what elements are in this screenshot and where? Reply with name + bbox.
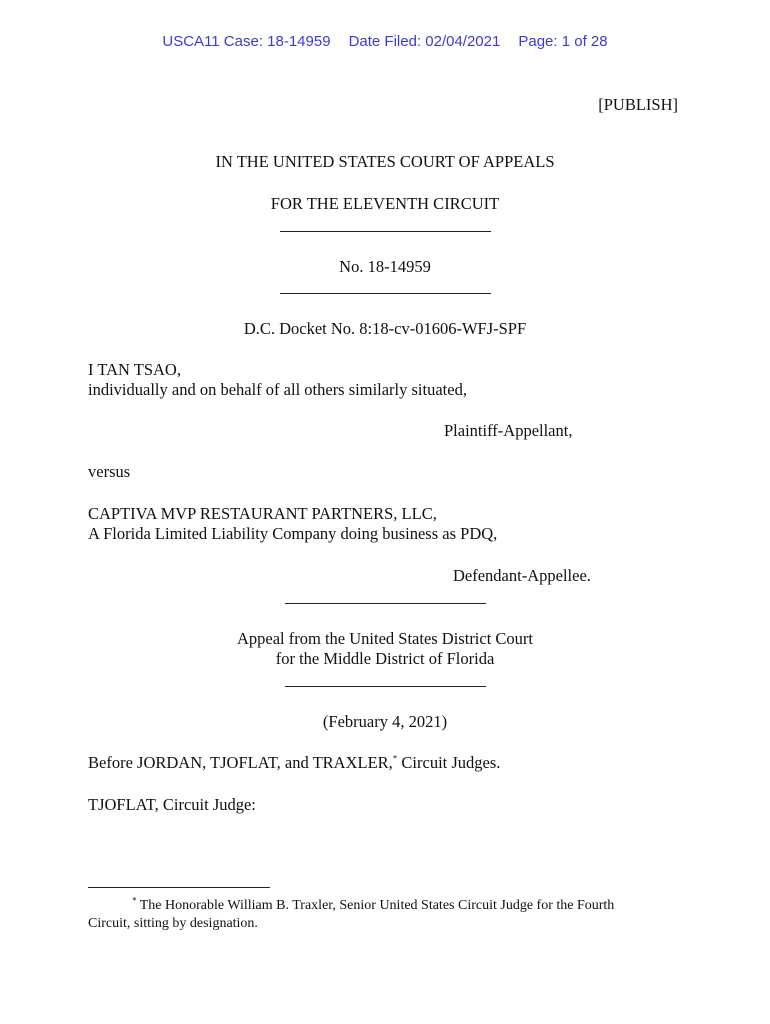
decision-date: (February 4, 2021): [322, 712, 448, 731]
footnote-marker: *: [392, 753, 398, 764]
panel-judges-text: Before JORDAN, TJOFLAT, and TRAXLER,: [88, 753, 393, 772]
divider: [280, 293, 491, 294]
plaintiff-description: individually and on behalf of all others similarly situated,: [88, 380, 467, 399]
page-count: Page: 1 of 28: [518, 33, 608, 50]
footnote-text: The Honorable William B. Traxler, Senior United States Circuit Judge for the Fourth: [136, 898, 615, 913]
footnote-marker: *: [132, 895, 137, 906]
ecf-header: [0, 33, 770, 50]
circuit-name: FOR THE ELEVENTH CIRCUIT: [270, 194, 500, 213]
court-name: IN THE UNITED STATES COURT OF APPEALS: [215, 152, 555, 171]
authoring-judge: TJOFLAT, Circuit Judge:: [88, 795, 256, 814]
panel-judges-suffix: Circuit Judges.: [397, 753, 501, 772]
docket-number: No. 18-14959: [339, 257, 431, 276]
plaintiff-role: Plaintiff-Appellant,: [444, 421, 573, 440]
dc-docket-number: D.C. Docket No. 8:18-cv-01606-WFJ-SPF: [243, 319, 527, 338]
panel-judges: [88, 753, 500, 773]
versus-label: versus: [88, 462, 131, 481]
date-filed: Date Filed: 02/04/2021: [348, 33, 501, 50]
case-number: USCA11 Case: 18-14959: [162, 33, 331, 50]
publish-tag: [PUBLISH]: [598, 95, 678, 114]
footnote-line-1: [132, 896, 614, 916]
footnote-separator: [88, 887, 270, 888]
defendant-description: A Florida Limited Liability Company doing business as PDQ,: [88, 524, 498, 543]
defendant-name: CAPTIVA MVP RESTAURANT PARTNERS, LLC,: [88, 504, 437, 523]
divider: [285, 686, 486, 687]
footnote-line-2: Circuit, sitting by designation.: [88, 916, 258, 931]
appeal-line-1: Appeal from the United States District Court: [236, 629, 534, 648]
divider: [280, 231, 491, 232]
divider: [285, 603, 486, 604]
defendant-role: Defendant-Appellee.: [453, 566, 591, 585]
appeal-line-2: for the Middle District of Florida: [275, 649, 495, 668]
plaintiff-name: I TAN TSAO,: [88, 360, 181, 379]
